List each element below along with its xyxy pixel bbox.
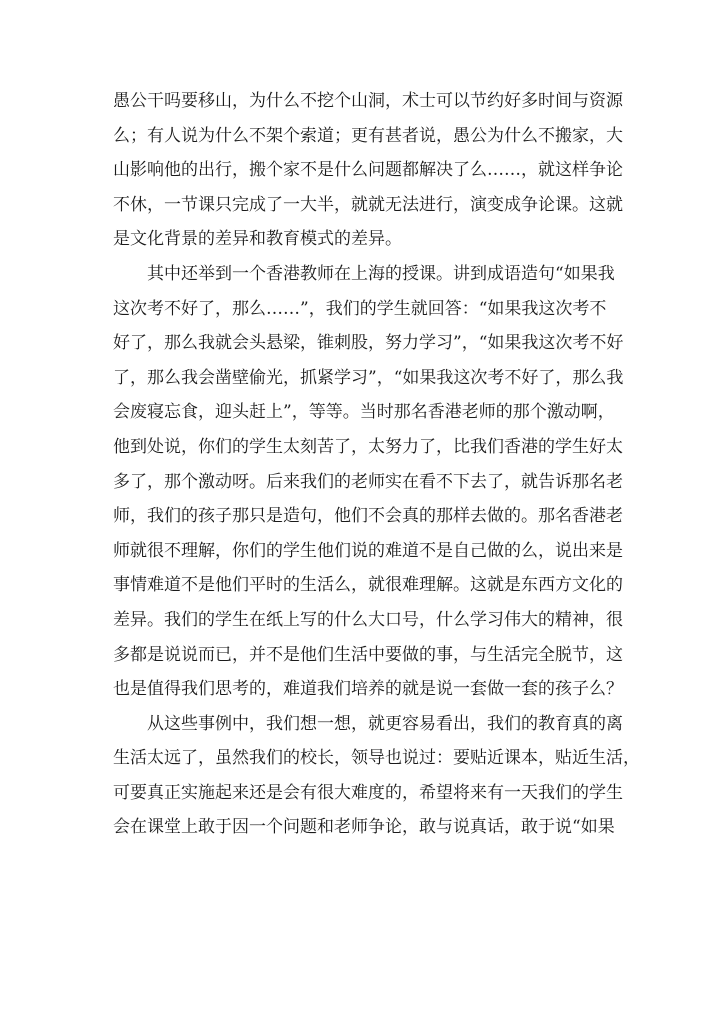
text-line: 其中还举到一个香港教师在上海的授课。讲到成语造句“如果我 (147, 263, 615, 284)
text-line: 会废寝忘食，迎头赶上”，等等。当时那名香港老师的那个激动啊， (113, 402, 615, 423)
text-line: 可要真正实施起来还是会有很大难度的，希望将来有一天我们的学生 (113, 782, 623, 803)
text-line: 师就很不理解，你们的学生他们说的难道不是自己做的么，说出来是 (113, 540, 623, 561)
text-line: 会在课堂上敢于因一个问题和老师争论，敢与说真话，敢于说“如果 (113, 817, 615, 838)
text-line: 事情难道不是他们平时的生活么，就很难理解。这就是东西方文化的 (113, 575, 623, 596)
text-line: 差异。我们的学生在纸上写的什么大口号，什么学习伟大的精神，很 (113, 609, 623, 630)
text-line: 生活太远了，虽然我们的校长，领导也说过：要贴近课本，贴近生活， (113, 748, 640, 769)
text-line: 好了，那么我就会头悬梁，锥刺股，努力学习”，“如果我这次考不好 (113, 333, 624, 354)
text-line: 不休，一节课只完成了一大半，就就无法进行，演变成争论课。这就 (113, 194, 623, 215)
text-line: 么；有人说为什么不架个索道；更有甚者说，愚公为什么不搬家，大 (113, 125, 623, 146)
text-line: 他到处说，你们的学生太刻苦了，太努力了，比我们香港的学生好太 (113, 436, 623, 457)
text-line: 是文化背景的差异和教育模式的差异。 (113, 229, 402, 250)
text-line: 多了，那个激动呀。后来我们的老师实在看不下去了，就告诉那名老 (113, 471, 623, 492)
text-line: 从这些事例中，我们想一想，就更容易看出，我们的教育真的离 (147, 713, 623, 734)
body-text (113, 84, 640, 845)
text-line: 师，我们的孩子那只是造句，他们不会真的那样去做的。那名香港老 (113, 506, 623, 527)
text-line: 多都是说说而已，并不是他们生活中要做的事，与生活完全脱节，这 (113, 644, 623, 665)
text-line: 愚公干吗要移山，为什么不挖个山洞，术士可以节约好多时间与资源 (113, 91, 623, 111)
text-line: 也是值得我们思考的，难道我们培养的就是说一套做一套的孩子么？ (113, 679, 623, 700)
text-line: 了，那么我会凿壁偷光，抓紧学习”，“如果我这次考不好了，那么我 (113, 367, 624, 388)
text-line: 这次考不好了，那么……”，我们的学生就回答：“如果我这次考不 (113, 298, 607, 319)
text-line: 山影响他的出行，搬个家不是什么问题都解决了么……，就这样争论 (113, 160, 623, 181)
